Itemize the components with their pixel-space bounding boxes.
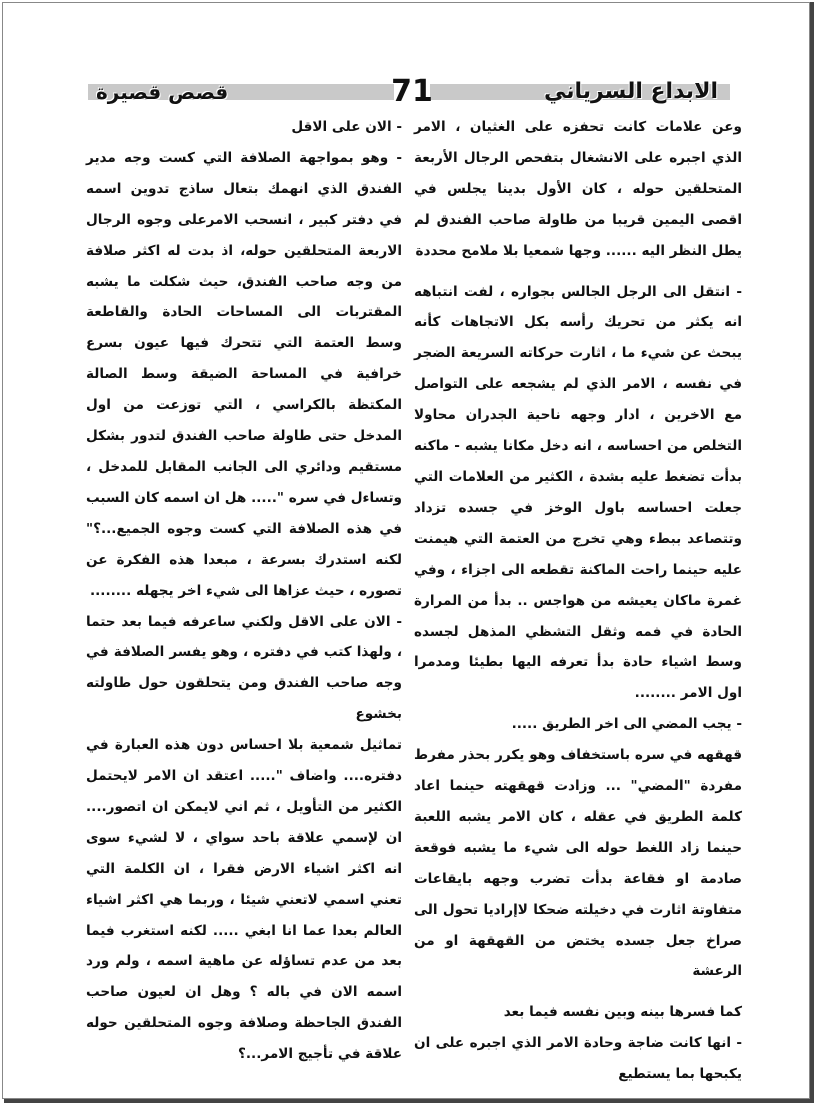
paragraph: - انتقل الى الرجل الجالس بجواره ، لفت انتباهه انه يكثر من تحريك رأسه بكل الاتجاهات كأنه يبحث عن شيء ما ، اثارت حركاته السريعة الضجر في نفسه ، الامر الذي لم يشجعه على التواصل مع الاخرين ، ادار وجهه ناحية الجدران محاولا التخلص من احساسه ، انه دخل مكانا يشبه - ماكنه بدأت تضغط عليه بشدة ، الكثير من العلامات التي جعلت احساسه باول الوخز في جسده تزداد وتتصاعد ببطء وهي تخرج من العتمة التي هيمنت عليه حينما راحت الماكنة تقطعه الى اجزاء ، وفي غمرة ماكان يعيشه من هواجس .. بدأ من المرارة الحادة في فمه وثقل التشظي المذهل لجسده وسط اشياء حادة بدأ تعرفه اليها بطيئا ومدمرا اول الامر ........ bbox=[414, 283, 742, 702]
paragraph: - يجب المضي الى اخر الطريق ..... bbox=[511, 716, 742, 733]
paragraph: - وهو بمواجهة الصلافة التي كست وجه مدير الفندق الذي انهمك بتعال ساذج تدوين اسمه في دفتر كبير ، انسحب الامرعلى وجوه الرجال الاربعة المتحلقين حوله، اذ بدت له اكثر صلافة من وجه صاحب الفندق، حيث شكلت ما يشبه المقتربات الى المساحات الحادة والقاطعة وسط العتمة التي تتحرك فيها عيون بسرع خرافية في المساحة الضيقة وسط الصالة المكتظة بالكراسي ، التي توزعت من اول المدخل حتى طاولة صاحب الفندق لتدور بشكل مستقيم ودائري الى الجانب المقابل للمدخل ، وتساءل في سره "..... هل ان اسمه كان السبب في هذه الصلافة التي كست وجوه الجميع...؟" لكنه استدرك بسرعة ، مبعدا هذه الفكرة عن تصوره ، حيث عزاها الى شيء اخر يجهله ........ bbox=[86, 149, 402, 599]
paragraph: وعن علامات كانت تحفزه على الغثيان ، الامر الذي اجبره على الانشغال بتفحص الرجال الأربعة المتحلقين حوله ، كان الأول بدينا يجلس في اقصى اليمين قريبا من طاولة صاحب الفندق لم يطل النظر اليه ...... وجها شمعيا بلا ملامح محددة bbox=[414, 119, 742, 259]
page-shadow-bottom bbox=[4, 1099, 814, 1103]
paragraph: - انها كانت ضاجة وحادة الامر الذي اجبره على ان يكبحها بما يستطيع bbox=[414, 1035, 742, 1083]
page-shadow-right bbox=[810, 2, 814, 1103]
text-column-left bbox=[86, 112, 402, 1070]
paragraph: قهقهه في سره باستخفاف وهو يكرر بحذر مفرط مفردة "المضي" ... وزادت قهقهته حينما اعاد كلمة الطريق في عقله ، كان الامر يشبه اللعبة حينما زاد اللغط حوله الى شيء ما يشبه فوقعة صادمة او فقاعة بدأت تضرب وجهه بايقاعات متفاوتة اثارت في دخيلته ضحكا لاإراديا تحول الى صراخ جعل جسده يختض من القهقهة او من الرعشة bbox=[414, 747, 742, 980]
text-column-right bbox=[414, 112, 742, 1090]
page-header bbox=[0, 74, 814, 114]
section-title: قصص قصيرة bbox=[96, 80, 229, 104]
magazine-title: الابداع السرياني bbox=[543, 79, 718, 104]
page-number: 71 bbox=[391, 74, 433, 109]
paragraph: كما فسرها بينه وبين نفسه فيما بعد bbox=[503, 1004, 742, 1021]
paragraph: تماثيل شمعية بلا احساس دون هذه العبارة في دفتره.... واضاف "..... اعتقد ان الامر لايحتمل الكثير من التأويل ، ثم اني لايمكن ان اتصور.... ان لإسمي علاقة باحد سواي ، لا لشيء سوى انه اكثر اشياء الارض فقرا ، ان الكلمة التي تعني اسمي لاتعني شيئا ، وربما هي اكثر اشياء العالم بعدا عما انا ابغي ..... لكنه استغرب فيما بعد من عدم تساؤله عن ماهية اسمه ، ولم ورد اسمه الان في باله ؟ وهل ان لعيون صاحب الفندق الجاحظة وصلافة وجوه المتحلقين حوله علاقة في تأجيج الامر...؟ bbox=[86, 737, 402, 1063]
paragraph: - الان على الاقل ولكني ساعرفه فيما بعد حتما ، ولهذا كتب في دفتره ، وهو يفسر الصلافة في وجه صاحب الفندق ومن يتحلقون حول طاولته بخشوع bbox=[86, 613, 402, 723]
paragraph: - الان على الاقل bbox=[291, 119, 402, 135]
